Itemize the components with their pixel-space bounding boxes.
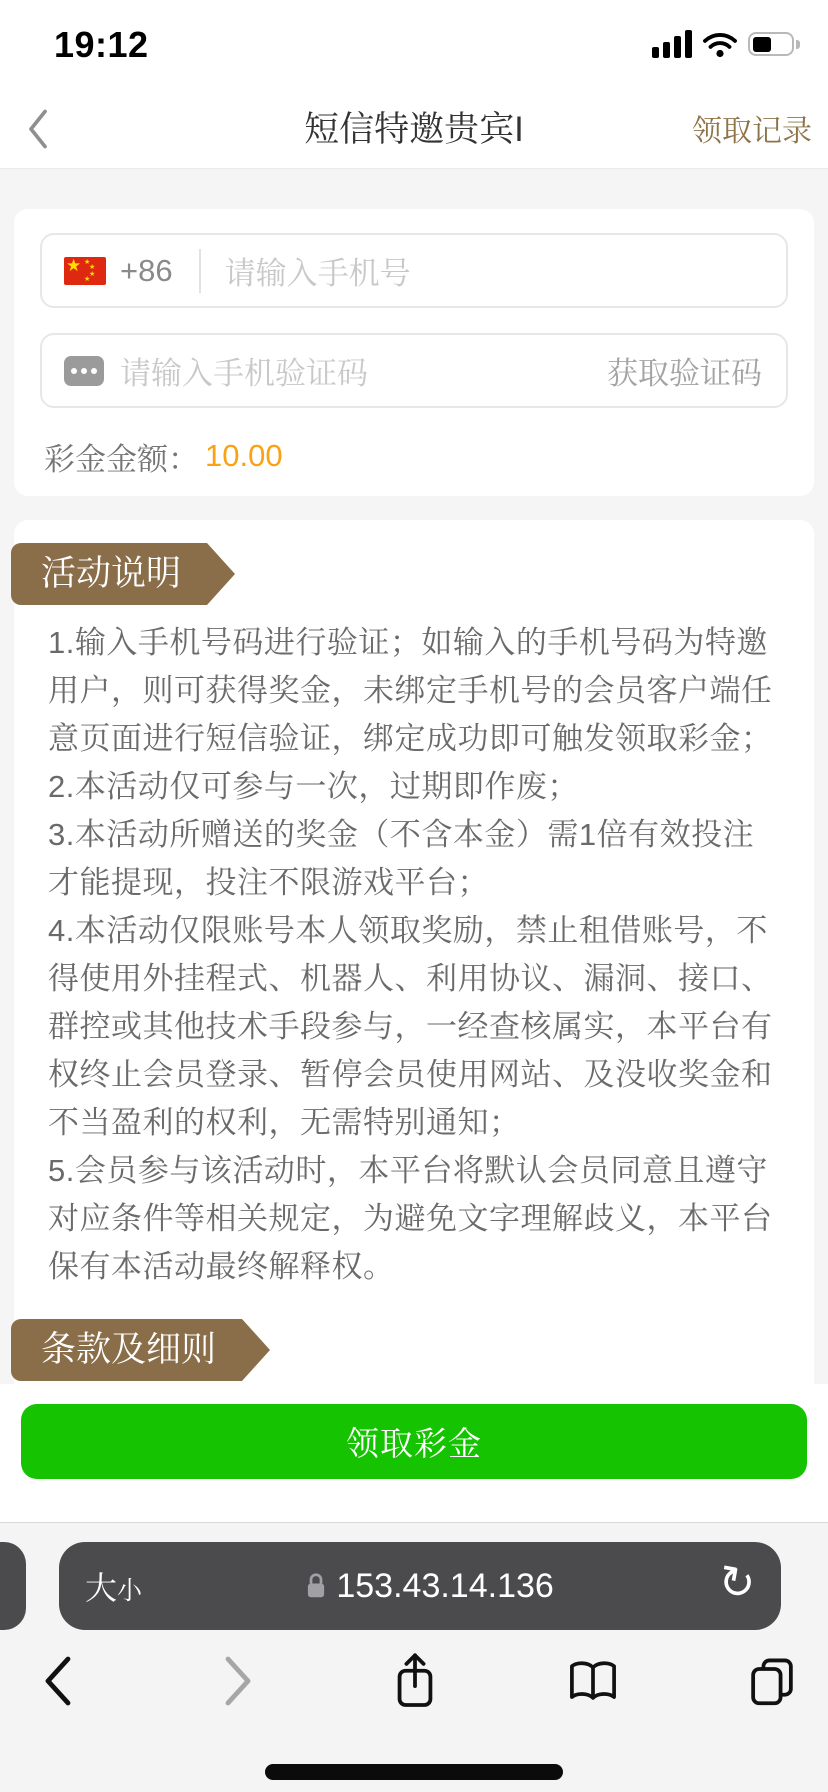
clock: 19:12 <box>54 24 149 65</box>
battery-icon <box>748 32 800 56</box>
url-display[interactable] <box>142 1567 718 1606</box>
page-title: 短信特邀贵宾I <box>304 110 524 149</box>
share-icon[interactable] <box>391 1648 439 1714</box>
status-bar <box>0 0 828 88</box>
phone-input[interactable]: 请输入手机号 <box>224 256 411 291</box>
claim-bonus-button[interactable]: 领取彩金 <box>21 1404 807 1479</box>
terms-ribbon: 条款及细则 <box>11 1319 242 1381</box>
wifi-icon <box>702 31 738 58</box>
bonus-label: 彩金金额： <box>44 441 199 477</box>
verification-code-field[interactable] <box>40 333 788 408</box>
rule-item: 3.本活动所赠送的奖金（不含本金）需1倍有效投注才能提现，投注不限游戏平台； <box>48 817 755 900</box>
claim-records-link[interactable]: 领取记录 <box>692 115 812 148</box>
cellular-signal-icon <box>652 30 692 58</box>
text-size-button[interactable]: 大小 <box>85 1570 143 1606</box>
code-dots-icon <box>64 356 104 386</box>
browser-forward-button[interactable] <box>218 1653 258 1709</box>
rule-item: 4.本活动仅限账号本人领取奖励，禁止租借账号，不得使用外挂程式、机器人、利用协议、漏洞、接口、群控或其他技术手段参与，一经查核属实，本平台有权终止会员登录、暂停会员使用网站、及没收奖金和不当盈利的权利，无需特别通知； <box>48 913 773 1140</box>
browser-toolbar <box>0 1649 828 1713</box>
country-code[interactable]: +86 <box>120 252 173 288</box>
activity-rules-card <box>14 520 814 1384</box>
rule-item: 1.输入手机号码进行验证；如输入的手机号码为特邀用户，则可获得奖金，未绑定手机号的会员客户端任意页面进行短信验证，绑定成功即可触发领取彩金； <box>48 625 773 756</box>
phone-field[interactable] <box>40 233 788 308</box>
home-indicator[interactable] <box>265 1764 563 1780</box>
activity-rules <box>14 605 814 1291</box>
divider <box>199 249 201 293</box>
claim-form-card <box>14 209 814 496</box>
sticky-footer <box>0 1384 828 1522</box>
code-input[interactable]: 请输入手机验证码 <box>120 356 368 391</box>
get-code-button[interactable]: 获取验证码 <box>607 356 762 391</box>
rule-item: 2.本活动仅可参与一次，过期即作废； <box>48 769 579 804</box>
page-content <box>0 169 828 1384</box>
page-header <box>0 88 828 169</box>
url-text: 153.43.14.136 <box>336 1566 554 1605</box>
china-flag-icon: ★ ★ ★ ★ ★ <box>64 257 106 285</box>
bookmarks-icon[interactable] <box>566 1657 620 1705</box>
previous-tab-pill[interactable] <box>0 1542 26 1630</box>
browser-back-button[interactable] <box>38 1653 78 1709</box>
rule-item: 5.会员参与该活动时，本平台将默认会员同意且遵守对应条件等相关规定，为避免文字理解歧义，本平台保有本活动最终解释权。 <box>48 1153 773 1284</box>
status-icons <box>652 26 800 62</box>
lock-icon <box>306 1572 326 1600</box>
address-bar[interactable] <box>59 1542 781 1630</box>
safari-bottom-bar <box>0 1522 828 1792</box>
reload-icon[interactable]: ↻ <box>714 1555 760 1611</box>
bonus-amount-row <box>40 434 788 478</box>
bonus-amount: 10.00 <box>205 438 283 473</box>
activity-ribbon: 活动说明 <box>11 543 207 605</box>
tabs-icon[interactable] <box>748 1655 796 1707</box>
